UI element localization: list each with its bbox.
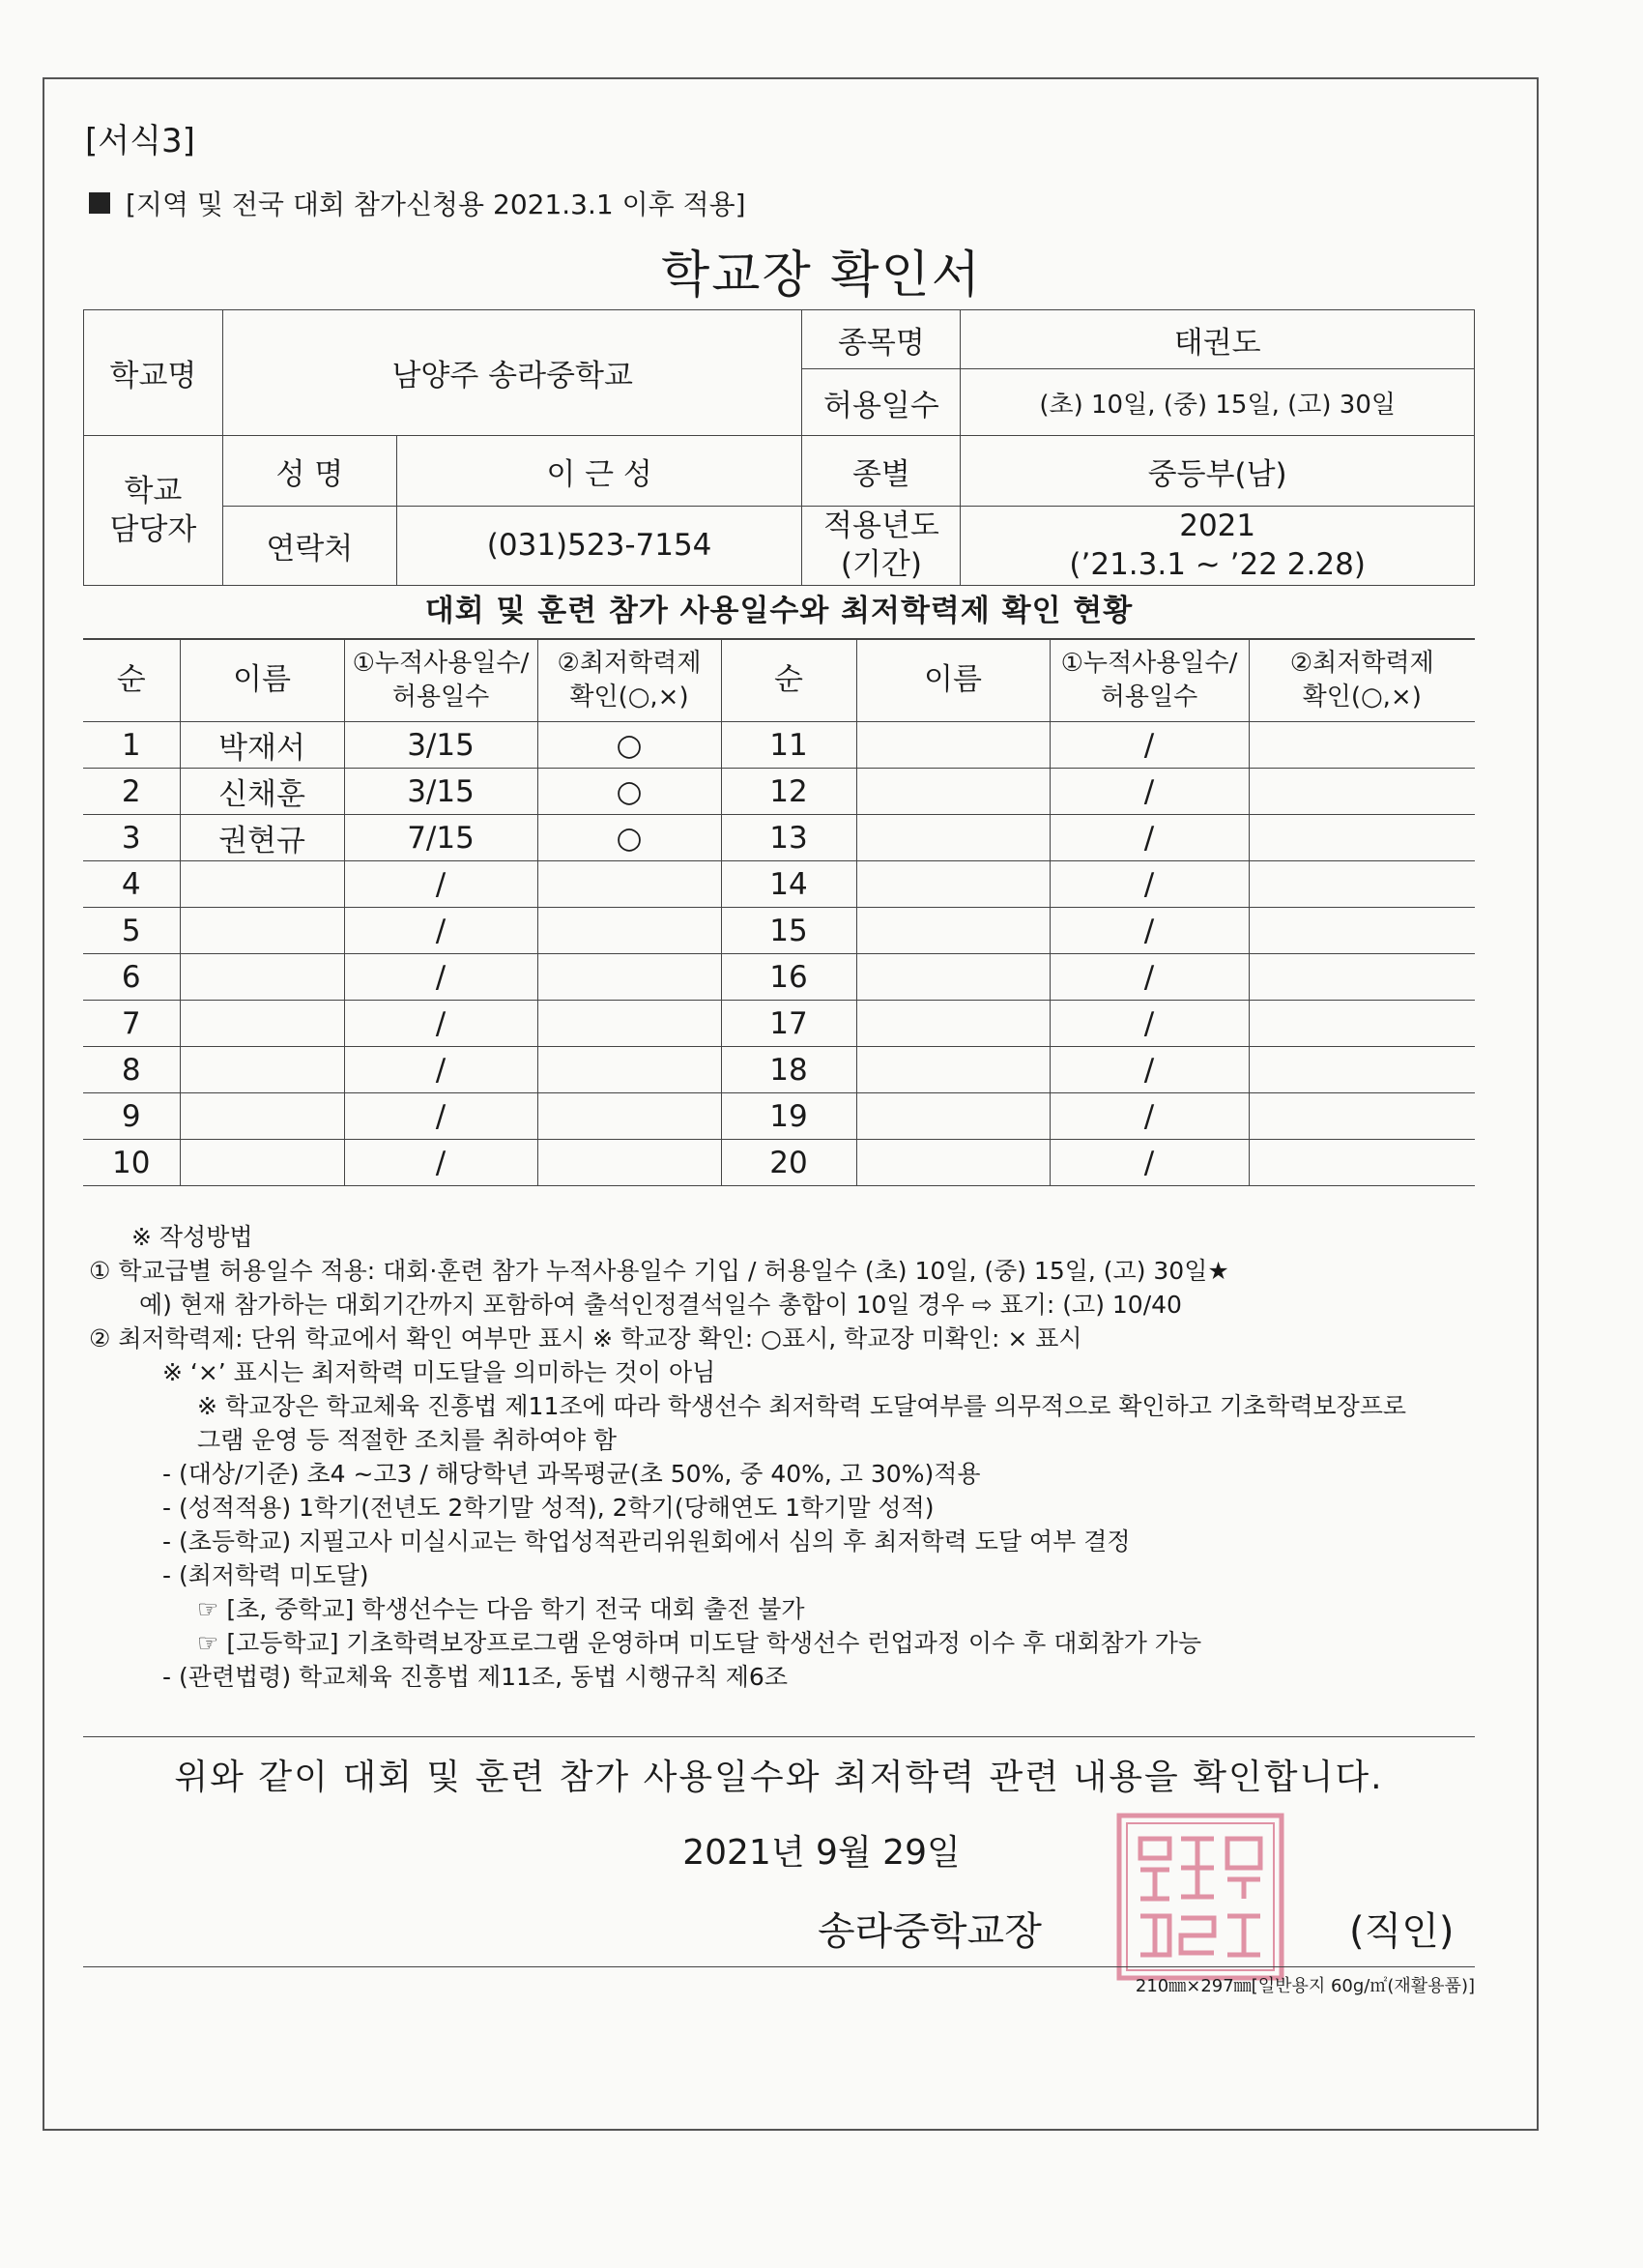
- row-no: 3: [83, 815, 180, 861]
- staff-label: 학교 담당자: [84, 436, 223, 586]
- table-row: [83, 1093, 1475, 1140]
- row-no: 20: [721, 1140, 856, 1186]
- student-name: 권현규: [180, 815, 344, 861]
- instruction-line: ※ 작성방법: [131, 1223, 253, 1251]
- student-name: [180, 861, 344, 908]
- check-mark: [1249, 769, 1475, 815]
- days-used: /: [1050, 1047, 1249, 1093]
- check-mark: [1249, 861, 1475, 908]
- check-mark: [1249, 1001, 1475, 1047]
- division-value: 중등부(남): [961, 436, 1475, 507]
- days-used: /: [344, 1001, 537, 1047]
- status-rows: [83, 722, 1475, 1186]
- name-label: 성 명: [222, 436, 396, 507]
- days-used: /: [1050, 722, 1249, 769]
- check-mark: [1249, 1140, 1475, 1186]
- student-name: [180, 1093, 344, 1140]
- event-label: 종목명: [802, 310, 961, 369]
- contact-value: (031)523-7154: [396, 507, 802, 586]
- instruction-line: 예) 현재 참가하는 대회기간까지 포함하여 출석인정결석일수 총합이 10일 경우 ⇨ 표기: (고) 10/40: [139, 1291, 1182, 1319]
- instruction-line: ① 학교급별 허용일수 적용: 대회·훈련 참가 누적사용일수 기입 / 허용일수 (초) 10일, (중) 15일, (고) 30일★: [89, 1257, 1229, 1285]
- principal-title: 송라중학교장: [818, 1909, 1042, 1954]
- status-title: 대회 및 훈련 참가 사용일수와 최저학력제 확인 현황: [424, 594, 1134, 628]
- row-no: 4: [83, 861, 180, 908]
- row-no: 17: [721, 1001, 856, 1047]
- check-mark: [537, 954, 721, 1001]
- check-mark: [1249, 815, 1475, 861]
- student-name: [180, 1047, 344, 1093]
- student-name: [856, 1047, 1050, 1093]
- row-no: 2: [83, 769, 180, 815]
- days-used: /: [1050, 908, 1249, 954]
- instruction-line: - (성적적용) 1학기(전년도 2학기말 성적), 2학기(당해연도 1학기말 성적): [162, 1494, 935, 1522]
- student-name: 신채훈: [180, 769, 344, 815]
- instruction-line: - (최저학력 미도달): [162, 1561, 369, 1589]
- row-no: 14: [721, 861, 856, 908]
- student-name: [856, 769, 1050, 815]
- col-name: 이름: [180, 639, 344, 722]
- student-name: [856, 954, 1050, 1001]
- row-no: 12: [721, 769, 856, 815]
- row-no: 9: [83, 1093, 180, 1140]
- instruction-line: 그램 운영 등 적절한 조치를 취하여야 함: [197, 1426, 618, 1454]
- days-used: /: [344, 954, 537, 1001]
- contact-label: 연락처: [222, 507, 396, 586]
- check-mark: [1249, 722, 1475, 769]
- form-number: [서식3]: [85, 122, 195, 160]
- year-value: 2021 (’21.3.1 ~ ’22 2.28): [961, 507, 1475, 586]
- year-label: 적용년도 (기간): [802, 507, 961, 586]
- row-no: 11: [721, 722, 856, 769]
- col-name-2: 이름: [856, 639, 1050, 722]
- instruction-line: ② 최저학력제: 단위 학교에서 확인 여부만 표시 ※ 학교장 확인: ○표시, 학교장 미확인: × 표시: [89, 1324, 1082, 1352]
- row-no: 6: [83, 954, 180, 1001]
- days-used: 7/15: [344, 815, 537, 861]
- instruction-line: ※ ‘×’ 표시는 최저학력 미도달을 의미하는 것이 아님: [162, 1358, 716, 1386]
- days-used: 3/15: [344, 722, 537, 769]
- row-no: 15: [721, 908, 856, 954]
- row-no: 7: [83, 1001, 180, 1047]
- check-mark: [537, 1140, 721, 1186]
- instruction-line: - (관련법령) 학교체육 진흥법 제11조, 동법 시행규칙 제6조: [162, 1663, 788, 1691]
- check-mark: [537, 908, 721, 954]
- student-name: [180, 1140, 344, 1186]
- days-used: /: [1050, 1001, 1249, 1047]
- days-used: /: [1050, 815, 1249, 861]
- col-days: ①누적사용일수/ 허용일수: [344, 639, 537, 722]
- student-name: [856, 861, 1050, 908]
- name-value: 이 근 성: [396, 436, 802, 507]
- check-mark: ○: [537, 722, 721, 769]
- student-name: [180, 954, 344, 1001]
- square-bullet-icon: [89, 192, 110, 214]
- col-check-2: ②최저학력제 확인(○,×): [1249, 639, 1475, 722]
- page-title: 학교장 확인서: [661, 247, 982, 305]
- confirmation-text: 위와 같이 대회 및 훈련 참가 사용일수와 최저학력 관련 내용을 확인합니다.: [174, 1758, 1384, 1797]
- allowed-days-value: (초) 10일, (중) 15일, (고) 30일: [961, 369, 1475, 436]
- col-no: 순: [83, 639, 180, 722]
- check-mark: [1249, 1047, 1475, 1093]
- days-used: /: [344, 1047, 537, 1093]
- student-name: [856, 908, 1050, 954]
- check-mark: [537, 1001, 721, 1047]
- instruction-line: ※ 학교장은 학교체육 진흥법 제11조에 따라 학생선수 최저학력 도달여부를 의무적으로 확인하고 기초학력보장프로: [197, 1392, 1407, 1420]
- student-name: [856, 1140, 1050, 1186]
- instruction-line: - (초등학교) 지필고사 미실시교는 학업성적관리위원회에서 심의 후 최저학력 도달 여부 결정: [162, 1527, 1131, 1556]
- row-no: 19: [721, 1093, 856, 1140]
- instruction-line: ☞ [초, 중학교] 학생선수는 다음 학기 전국 대회 출전 불가: [197, 1595, 805, 1623]
- check-mark: [1249, 954, 1475, 1001]
- days-used: /: [1050, 861, 1249, 908]
- row-no: 10: [83, 1140, 180, 1186]
- official-seal-icon: [1113, 1810, 1287, 1984]
- table-row: [83, 769, 1475, 815]
- table-row: [83, 815, 1475, 861]
- info-table: [83, 309, 1475, 586]
- table-row: [83, 861, 1475, 908]
- row-no: 13: [721, 815, 856, 861]
- issue-date: 2021년 9월 29일: [682, 1833, 961, 1873]
- check-mark: [1249, 1093, 1475, 1140]
- row-no: 16: [721, 954, 856, 1001]
- student-name: [856, 722, 1050, 769]
- days-used: /: [1050, 954, 1249, 1001]
- student-name: [856, 1093, 1050, 1140]
- check-mark: [537, 1047, 721, 1093]
- allowed-days-label: 허용일수: [802, 369, 961, 436]
- days-used: 3/15: [344, 769, 537, 815]
- school-value: 남양주 송라중학교: [222, 310, 802, 436]
- row-no: 5: [83, 908, 180, 954]
- days-used: /: [1050, 1093, 1249, 1140]
- table-row: [83, 1001, 1475, 1047]
- student-name: [180, 908, 344, 954]
- student-name: [856, 1001, 1050, 1047]
- row-no: 8: [83, 1047, 180, 1093]
- event-value: 태권도: [961, 310, 1475, 369]
- student-name: 박재서: [180, 722, 344, 769]
- days-used: /: [344, 908, 537, 954]
- row-no: 18: [721, 1047, 856, 1093]
- instruction-line: ☞ [고등학교] 기초학력보장프로그램 운영하며 미도달 학생선수 런업과정 이수 후 대회참가 가능: [197, 1629, 1202, 1657]
- days-used: /: [1050, 769, 1249, 815]
- check-mark: ○: [537, 815, 721, 861]
- row-no: 1: [83, 722, 180, 769]
- student-name: [180, 1001, 344, 1047]
- days-used: /: [344, 861, 537, 908]
- table-row: [83, 954, 1475, 1001]
- divider-top: [83, 1736, 1475, 1737]
- col-check: ②최저학력제 확인(○,×): [537, 639, 721, 722]
- table-row: [83, 908, 1475, 954]
- form-subtitle: [89, 184, 746, 222]
- subtitle-text: [지역 및 전국 대회 참가신청용 2021.3.1 이후 적용]: [126, 189, 746, 220]
- days-used: /: [1050, 1140, 1249, 1186]
- paper-spec: 210㎜×297㎜[일반용지 60g/㎡(재활용품)]: [1135, 1976, 1475, 1996]
- check-mark: [537, 861, 721, 908]
- writing-instructions: [89, 1220, 1481, 1694]
- divider-bottom: [83, 1966, 1475, 1967]
- table-row: [83, 722, 1475, 769]
- division-label: 종별: [802, 436, 961, 507]
- check-mark: ○: [537, 769, 721, 815]
- col-no-2: 순: [721, 639, 856, 722]
- seal-label: (직인): [1349, 1909, 1455, 1954]
- student-name: [856, 815, 1050, 861]
- table-row: [83, 1047, 1475, 1093]
- school-label: 학교명: [84, 310, 223, 436]
- check-mark: [1249, 908, 1475, 954]
- check-mark: [537, 1093, 721, 1140]
- status-table: [83, 638, 1475, 1186]
- table-row: [83, 1140, 1475, 1186]
- instruction-line: - (대상/기준) 초4 ~고3 / 해당학년 과목평균(초 50%, 중 40%, 고 30%)적용: [162, 1460, 981, 1488]
- days-used: /: [344, 1093, 537, 1140]
- days-used: /: [344, 1140, 537, 1186]
- col-days-2: ①누적사용일수/ 허용일수: [1050, 639, 1249, 722]
